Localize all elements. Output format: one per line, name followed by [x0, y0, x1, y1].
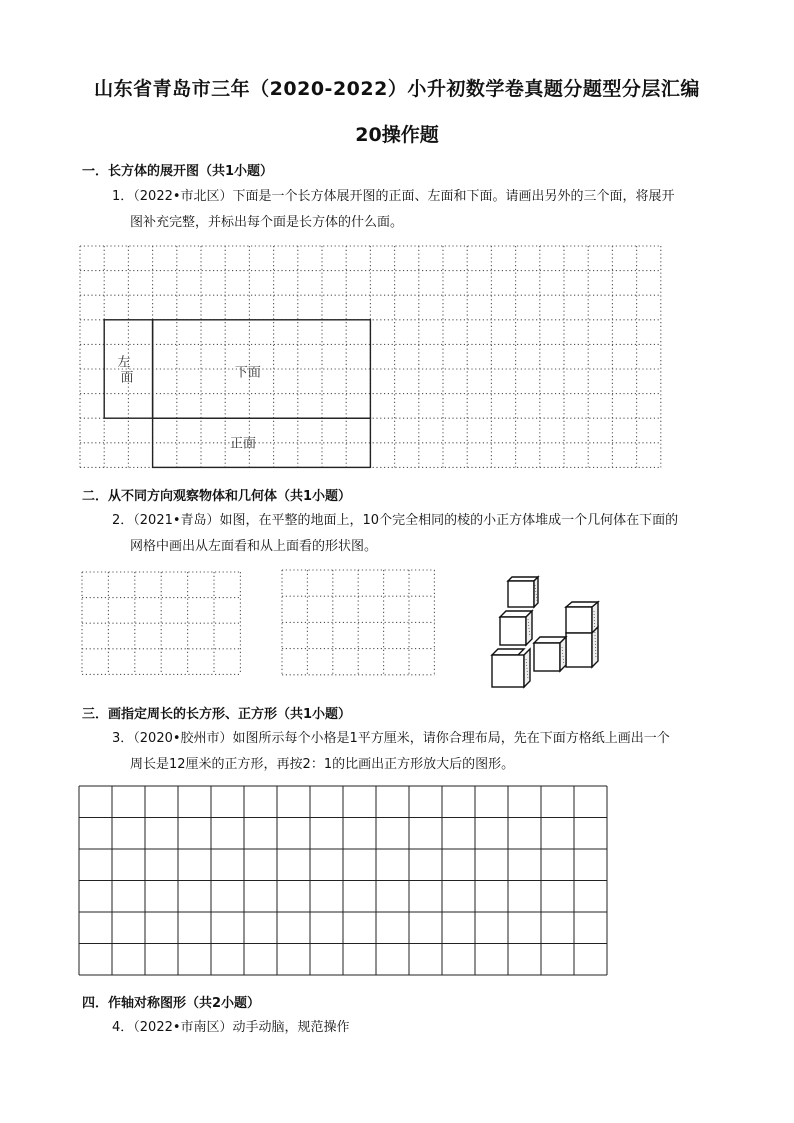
top-view-dotted-grid — [282, 570, 436, 676]
left-view-dotted-grid — [82, 572, 242, 676]
document-title: 山东省青岛市三年（2020-2022）小升初数学卷真题分题型分层汇编 — [94, 78, 700, 100]
question-4-line-1: 4．（2022•市南区）动手动脑，规范操作 — [112, 1020, 350, 1035]
question-1-line-1: 1．（2022•市北区）下面是一个长方体展开图的正面、左面和下面。请画出另外的三个面，将展开 — [112, 189, 675, 204]
section-heading-1: 一．长方体的展开图（共1小题） — [82, 164, 274, 179]
net-bottom-face — [153, 320, 371, 418]
question-2-line-2: 网格中画出从左面看和从上面看的形状图。 — [130, 539, 378, 554]
question-2-line-1: 2．（2021•青岛）如图，在平整的地面上，10个完全相同的棱的小正方体堆成一个几何体在下面的 — [112, 513, 679, 528]
net-front-face-label: 正面 — [230, 436, 257, 452]
square-grid-paper — [79, 786, 609, 976]
document-subtitle: 20操作题 — [355, 124, 439, 146]
section-heading-2: 二．从不同方向观察物体和几何体（共1小题） — [82, 489, 352, 504]
net-front-face — [153, 418, 371, 467]
net-left-face-label: 左面 — [117, 355, 134, 386]
section-heading-3: 三．画指定周长的长方形、正方形（共1小题） — [82, 707, 352, 722]
question-3-line-2: 周长是12厘米的正方形，再按2：1的比画出正方形放大后的图形。 — [130, 757, 515, 772]
net-bottom-face-label: 下面 — [234, 365, 261, 381]
question-1-line-2: 图补充完整，并标出每个面是长方体的什么面。 — [130, 215, 404, 230]
cube-stack-figure — [486, 575, 610, 689]
section-heading-4: 四．作轴对称图形（共2小题） — [82, 996, 261, 1011]
net-dotted-grid — [80, 246, 660, 468]
question-3-line-1: 3．（2020•胶州市）如图所示每个小格是1平方厘米，请你合理布局，先在下面方格纸上画出一个 — [112, 731, 670, 746]
